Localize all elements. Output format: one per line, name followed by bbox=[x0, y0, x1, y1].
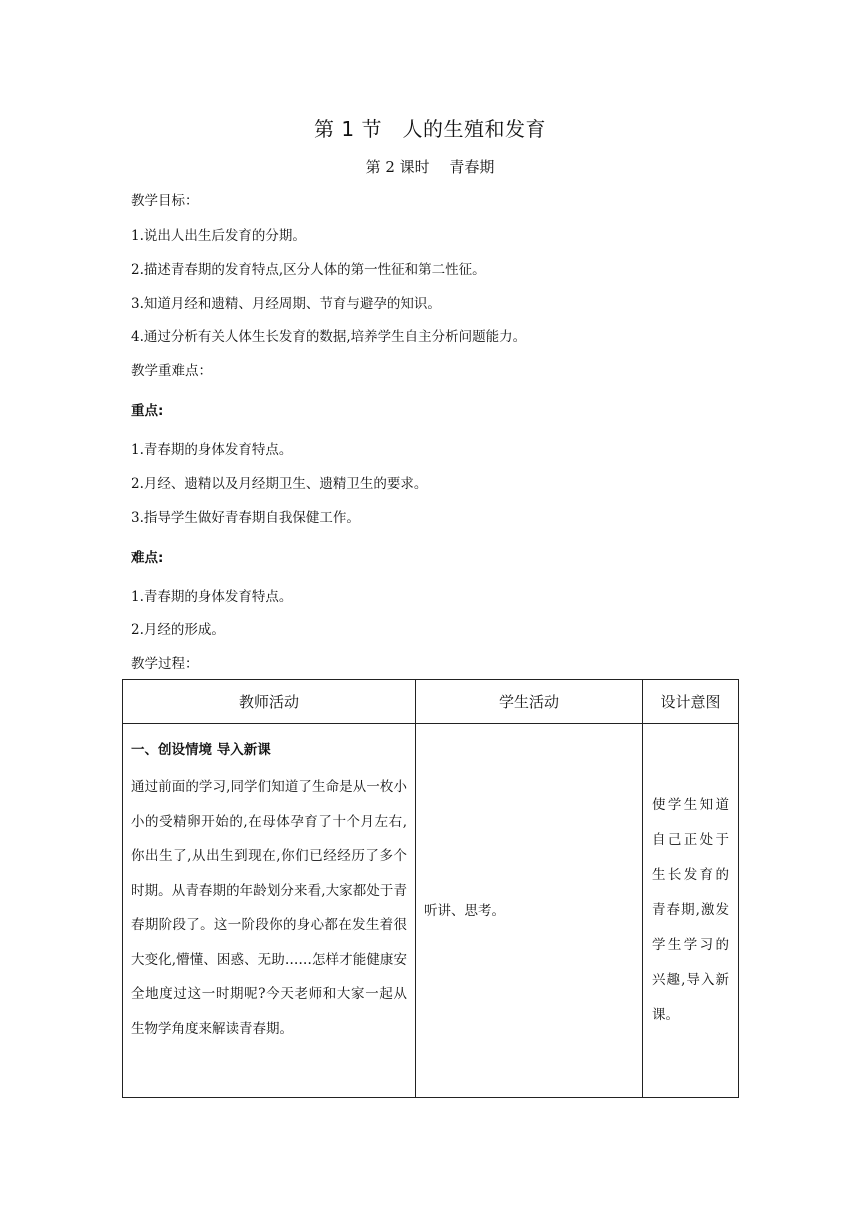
table-row bbox=[123, 724, 739, 1098]
teacher-activity-header: 教师活动 bbox=[123, 680, 416, 724]
difficult-point-item-2: 2.月经的形成。 bbox=[131, 622, 225, 638]
design-intent-cell: 使学生知道自己正处于生长发育的青春期,激发学生学习的兴趣,导入新课。 bbox=[643, 724, 739, 1098]
difficult-point-item-1: 1.青春期的身体发育特点。 bbox=[131, 589, 293, 605]
table-header-row bbox=[123, 680, 739, 724]
design-intent-header: 设计意图 bbox=[643, 680, 739, 724]
key-points-heading: 重点: bbox=[131, 403, 164, 419]
teacher-activity-text: 通过前面的学习,同学们知道了生命是从一枚小小的受精卵开始的,在母体孕育了十个月左右,你出生了,从出生到现在,你们已经经历了多个时期。从青春期的年龄划分来看,大家都处于青春期阶段了。这一阶段你的身心都在发生着很大变化,懵懂、困惑、无助……怎样才能健康安全地度过这一时期呢?今天老师和大家一起从生物学角度来解读青春期。 bbox=[131, 779, 407, 1037]
teacher-activity-cell bbox=[123, 724, 416, 1098]
objective-item-3: 3.知道月经和遗精、月经周期、节育与避孕的知识。 bbox=[131, 296, 441, 312]
objective-item-2: 2.描述青春期的发育特点,区分人体的第一性征和第二性征。 bbox=[131, 262, 486, 278]
process-heading: 教学过程： bbox=[131, 656, 199, 672]
teacher-activity-section-heading: 一、创设情境 导入新课 bbox=[131, 742, 271, 758]
key-point-item-1: 1.青春期的身体发育特点。 bbox=[131, 442, 293, 458]
key-difficult-heading: 教学重难点： bbox=[131, 363, 212, 379]
student-activity-cell: 听讲、思考。 bbox=[416, 724, 643, 1098]
lesson-subtitle: 第 2 课时 青春期 bbox=[365, 158, 495, 176]
objectives-heading: 教学目标： bbox=[131, 193, 199, 209]
key-point-item-2: 2.月经、遗精以及月经期卫生、遗精卫生的要求。 bbox=[131, 476, 428, 492]
teaching-process-table bbox=[122, 679, 739, 1098]
objective-item-1: 1.说出人出生后发育的分期。 bbox=[131, 228, 306, 244]
key-point-item-3: 3.指导学生做好青春期自我保健工作。 bbox=[131, 510, 360, 526]
student-activity-header: 学生活动 bbox=[416, 680, 643, 724]
objective-item-4: 4.通过分析有关人体生长发育的数据,培养学生自主分析问题能力。 bbox=[131, 329, 527, 345]
lesson-title: 第 1 节 人的生殖和发育 bbox=[314, 117, 546, 141]
difficult-points-heading: 难点: bbox=[131, 550, 164, 566]
